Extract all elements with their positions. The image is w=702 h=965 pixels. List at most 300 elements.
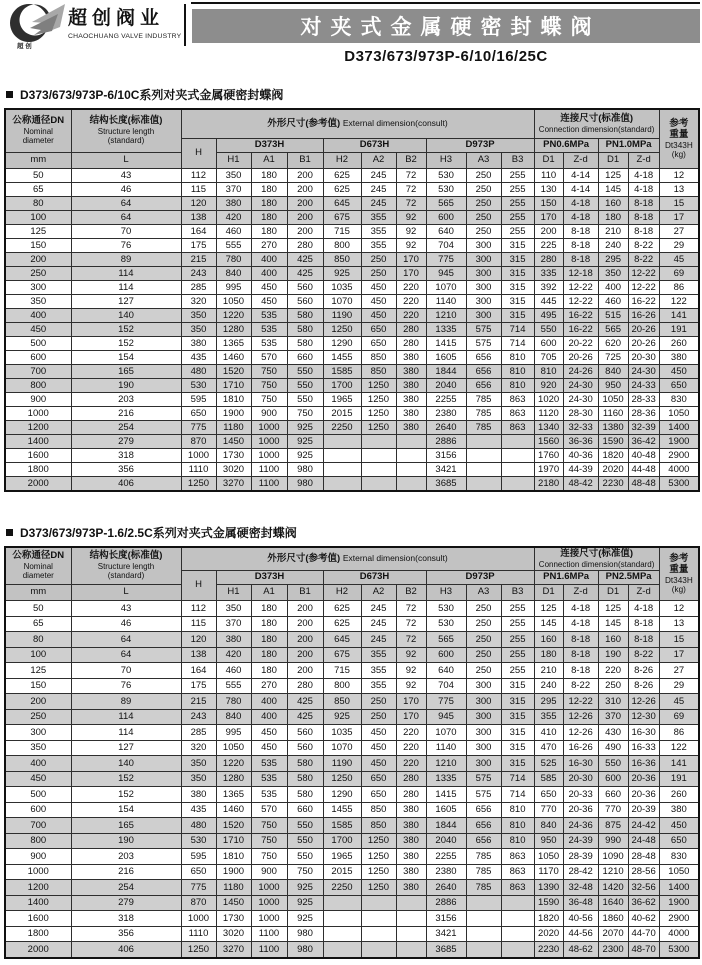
cell: 250 <box>5 267 71 281</box>
cell: 152 <box>71 771 181 787</box>
cell: 165 <box>71 365 181 379</box>
cell: 775 <box>181 421 216 435</box>
cell: 770 <box>598 802 628 818</box>
cell: 12-22 <box>628 267 659 281</box>
cell: 400 <box>598 281 628 295</box>
cell: 350 <box>598 267 628 281</box>
cell: 450 <box>5 771 71 787</box>
cell: 100 <box>5 211 71 225</box>
cell: 1050 <box>659 407 699 421</box>
cell: 1730 <box>216 911 251 927</box>
cell: 350 <box>181 756 216 772</box>
cell: 1000 <box>251 911 287 927</box>
cell: 535 <box>251 756 287 772</box>
cell: 700 <box>5 365 71 379</box>
cell <box>361 449 396 463</box>
cell: 89 <box>71 694 181 710</box>
cell: 1800 <box>5 463 71 477</box>
cell: 830 <box>659 393 699 407</box>
cell: 380 <box>396 351 426 365</box>
cell: 1900 <box>216 864 251 880</box>
cell: 20-33 <box>563 787 598 803</box>
cell: 315 <box>501 309 534 323</box>
cell: 48-42 <box>563 477 598 492</box>
cell: 620 <box>598 337 628 351</box>
cell: 300 <box>466 253 501 267</box>
sub-col: B2 <box>396 153 426 169</box>
cell: 550 <box>287 365 323 379</box>
cell: 650 <box>361 323 396 337</box>
cell: 560 <box>287 740 323 756</box>
cell: 380 <box>396 379 426 393</box>
cell: 2886 <box>426 435 466 449</box>
cell: 1450 <box>216 895 251 911</box>
cell: 1280 <box>216 771 251 787</box>
cell: 170 <box>396 709 426 725</box>
cell: 69 <box>659 709 699 725</box>
cell: 1585 <box>323 818 361 834</box>
group-header-d973p: D973P <box>426 139 534 153</box>
cell: 1455 <box>323 802 361 818</box>
table-row <box>5 407 699 421</box>
cell: 45 <box>659 694 699 710</box>
cell: 200 <box>287 663 323 679</box>
cell: 1250 <box>181 477 216 492</box>
cell: 318 <box>71 911 181 927</box>
cell: 170 <box>396 267 426 281</box>
cell: 1035 <box>323 281 361 295</box>
cell: 1000 <box>5 864 71 880</box>
cell: 16-33 <box>628 740 659 756</box>
cell: 810 <box>534 365 563 379</box>
cell: 460 <box>216 225 251 239</box>
cell: 50 <box>5 601 71 617</box>
cell: 250 <box>598 678 628 694</box>
cell: 69 <box>659 267 699 281</box>
cell: 700 <box>5 818 71 834</box>
cell <box>323 477 361 492</box>
cell <box>361 926 396 942</box>
table-row <box>5 295 699 309</box>
cell: 3685 <box>426 477 466 492</box>
group-header-pn-b: PN1.0MPa <box>598 139 659 153</box>
cell: 114 <box>71 267 181 281</box>
bullet-square-icon <box>6 91 13 98</box>
cell: 863 <box>501 421 534 435</box>
cell: 27 <box>659 663 699 679</box>
cell: 145 <box>598 183 628 197</box>
cell <box>323 926 361 942</box>
cell: 750 <box>251 833 287 849</box>
cell: 1450 <box>216 435 251 449</box>
cell: 656 <box>466 802 501 818</box>
cell: 900 <box>251 864 287 880</box>
cell: 200 <box>5 694 71 710</box>
cell <box>501 895 534 911</box>
cell: 64 <box>71 647 181 663</box>
cell: 450 <box>5 323 71 337</box>
cell: 406 <box>71 477 181 492</box>
cell: 32-48 <box>563 880 598 896</box>
cell: 350 <box>181 309 216 323</box>
cell: 550 <box>534 323 563 337</box>
cell: 640 <box>426 225 466 239</box>
cell: 8-18 <box>563 225 598 239</box>
cell: 355 <box>361 647 396 663</box>
cell: 8-18 <box>563 239 598 253</box>
cell: 785 <box>466 880 501 896</box>
cell: 64 <box>71 632 181 648</box>
cell: 8-18 <box>563 632 598 648</box>
cell: 46 <box>71 616 181 632</box>
cell: 495 <box>534 309 563 323</box>
cell: 750 <box>251 365 287 379</box>
cell: 112 <box>181 601 216 617</box>
cell: 24-33 <box>628 379 659 393</box>
cell: 210 <box>534 663 563 679</box>
cell <box>501 435 534 449</box>
sub-col: Z-d <box>563 585 598 601</box>
cell: 714 <box>501 787 534 803</box>
cell: 152 <box>71 323 181 337</box>
cell: 8-18 <box>628 197 659 211</box>
cell: 200 <box>287 632 323 648</box>
table-row <box>5 463 699 477</box>
cell: 2250 <box>323 421 361 435</box>
cell: 250 <box>466 169 501 183</box>
cell: 1415 <box>426 337 466 351</box>
cell: 4-18 <box>628 183 659 197</box>
cell: 315 <box>501 267 534 281</box>
cell <box>361 435 396 449</box>
cell: 40-56 <box>563 911 598 927</box>
cell: 705 <box>534 351 563 365</box>
table-row <box>5 365 699 379</box>
cell: 1965 <box>323 393 361 407</box>
cell: 425 <box>287 253 323 267</box>
cell: 64 <box>71 211 181 225</box>
cell: 725 <box>598 351 628 365</box>
cell: 1520 <box>216 818 251 834</box>
cell: 80 <box>5 197 71 211</box>
cell: 1390 <box>534 880 563 896</box>
cell: 50 <box>5 169 71 183</box>
cell: 1710 <box>216 833 251 849</box>
cell: 175 <box>181 678 216 694</box>
cell: 315 <box>501 295 534 309</box>
cell: 40-62 <box>628 911 659 927</box>
cell: 255 <box>501 616 534 632</box>
cell: 315 <box>501 694 534 710</box>
cell: 80 <box>5 632 71 648</box>
cell: 122 <box>659 295 699 309</box>
cell: 255 <box>501 647 534 663</box>
cell: 20-39 <box>628 802 659 818</box>
cell: 565 <box>426 632 466 648</box>
cell <box>466 463 501 477</box>
cell: 285 <box>181 281 216 295</box>
cell: 400 <box>251 709 287 725</box>
table-row <box>5 351 699 365</box>
unit-header-mm: mm <box>5 153 71 169</box>
cell: 175 <box>181 239 216 253</box>
cell: 280 <box>534 253 563 267</box>
cell: 250 <box>466 663 501 679</box>
cell: 1250 <box>361 393 396 407</box>
cell: 3156 <box>426 449 466 463</box>
cell: 875 <box>598 818 628 834</box>
cell: 28-48 <box>628 849 659 865</box>
cell: 525 <box>534 756 563 772</box>
cell: 450 <box>251 725 287 741</box>
cell: 2380 <box>426 407 466 421</box>
cell: 300 <box>466 267 501 281</box>
cell: 580 <box>287 337 323 351</box>
table-row <box>5 709 699 725</box>
cell: 48-70 <box>628 942 659 958</box>
cell: 250 <box>466 601 501 617</box>
cell: 315 <box>501 756 534 772</box>
cell: 1250 <box>361 379 396 393</box>
cell: 300 <box>5 725 71 741</box>
sub-col: H1 <box>216 153 251 169</box>
table-row <box>5 323 699 337</box>
cell: 295 <box>598 253 628 267</box>
cell: 15 <box>659 197 699 211</box>
cell: 2015 <box>323 407 361 421</box>
cell: 318 <box>71 449 181 463</box>
cell: 450 <box>251 740 287 756</box>
cell: 8-18 <box>563 663 598 679</box>
cell: 380 <box>396 407 426 421</box>
cell: 1460 <box>216 351 251 365</box>
cell: 138 <box>181 211 216 225</box>
cell: 48-48 <box>628 477 659 492</box>
cell: 995 <box>216 725 251 741</box>
cell: 650 <box>361 787 396 803</box>
cell: 216 <box>71 864 181 880</box>
cell: 191 <box>659 771 699 787</box>
cell: 750 <box>251 849 287 865</box>
group-header-pn-b: PN2.5MPa <box>598 571 659 585</box>
cell: 420 <box>216 647 251 663</box>
cell: 215 <box>181 694 216 710</box>
cell: 645 <box>323 197 361 211</box>
cell: 575 <box>466 337 501 351</box>
sub-col: B2 <box>396 585 426 601</box>
cell: 420 <box>216 211 251 225</box>
cell: 625 <box>323 183 361 197</box>
cell: 315 <box>501 740 534 756</box>
cell: 450 <box>251 295 287 309</box>
chaochuang-logo-icon <box>8 2 66 50</box>
cell: 2886 <box>426 895 466 911</box>
cell: 1605 <box>426 351 466 365</box>
cell: 925 <box>287 435 323 449</box>
sub-col: Z-d <box>628 585 659 601</box>
cell: 20-26 <box>628 337 659 351</box>
cell: 170 <box>534 211 563 225</box>
cell: 800 <box>5 379 71 393</box>
cell: 28-56 <box>628 864 659 880</box>
sub-col: D1 <box>534 585 563 601</box>
sub-col: A1 <box>251 153 287 169</box>
cell: 300 <box>466 295 501 309</box>
cell: 254 <box>71 880 181 896</box>
sub-col: B1 <box>287 153 323 169</box>
cell: 44-56 <box>563 926 598 942</box>
cell: 245 <box>361 616 396 632</box>
cell: 450 <box>659 818 699 834</box>
cell: 29 <box>659 239 699 253</box>
table-row <box>5 449 699 463</box>
cell: 1100 <box>251 477 287 492</box>
sub-col: A2 <box>361 585 396 601</box>
cell: 1050 <box>659 864 699 880</box>
cell: 154 <box>71 351 181 365</box>
cell: 255 <box>501 632 534 648</box>
cell: 120 <box>181 197 216 211</box>
cell: 570 <box>251 802 287 818</box>
cell: 250 <box>466 647 501 663</box>
cell: 370 <box>216 616 251 632</box>
cell: 280 <box>396 771 426 787</box>
cell: 220 <box>396 295 426 309</box>
cell: 245 <box>361 169 396 183</box>
cell: 250 <box>466 183 501 197</box>
cell: 44-39 <box>563 463 598 477</box>
cell: 300 <box>466 709 501 725</box>
col-header-connection: 连接尺寸(标准值) Connection dimension(standard) <box>534 547 659 571</box>
cell <box>361 477 396 492</box>
cell: 64 <box>71 197 181 211</box>
cell: 335 <box>534 267 563 281</box>
cell: 160 <box>598 197 628 211</box>
cell: 2250 <box>323 880 361 896</box>
cell: 400 <box>5 756 71 772</box>
cell: 92 <box>396 647 426 663</box>
cell: 460 <box>216 663 251 679</box>
table-row <box>5 309 699 323</box>
cell: 1800 <box>5 926 71 942</box>
cell: 785 <box>466 849 501 865</box>
cell: 704 <box>426 678 466 694</box>
section-title <box>6 524 698 541</box>
cell: 125 <box>5 225 71 239</box>
cell: 2015 <box>323 864 361 880</box>
cell: 1400 <box>5 435 71 449</box>
cell: 1710 <box>216 379 251 393</box>
cell: 20-36 <box>628 771 659 787</box>
cell: 1290 <box>323 787 361 803</box>
cell: 575 <box>466 787 501 803</box>
cell: 1180 <box>216 880 251 896</box>
cell: 530 <box>181 833 216 849</box>
cell: 43 <box>71 169 181 183</box>
cell: 203 <box>71 393 181 407</box>
cell: 785 <box>466 421 501 435</box>
title-banner <box>192 9 700 43</box>
cell <box>396 942 426 958</box>
cell <box>323 895 361 911</box>
cell: 400 <box>251 253 287 267</box>
cell: 20-30 <box>563 771 598 787</box>
cell: 280 <box>287 239 323 253</box>
cell: 1190 <box>323 309 361 323</box>
cell: 300 <box>466 694 501 710</box>
sub-col: H2 <box>323 153 361 169</box>
cell: 100 <box>5 647 71 663</box>
cell: 750 <box>251 818 287 834</box>
cell: 656 <box>466 818 501 834</box>
cell: 32-56 <box>628 880 659 896</box>
table-row <box>5 601 699 617</box>
cell: 925 <box>287 880 323 896</box>
cell: 750 <box>287 864 323 880</box>
cell: 1250 <box>361 833 396 849</box>
cell <box>501 926 534 942</box>
table-row <box>5 647 699 663</box>
cell: 4-18 <box>628 169 659 183</box>
cell: 1100 <box>251 463 287 477</box>
cell: 16-36 <box>628 756 659 772</box>
cell: 355 <box>361 211 396 225</box>
cell: 380 <box>396 818 426 834</box>
cell: 830 <box>659 849 699 865</box>
cell: 280 <box>287 678 323 694</box>
cell: 245 <box>361 601 396 617</box>
cell: 550 <box>287 393 323 407</box>
cell: 130 <box>534 183 563 197</box>
cell: 1200 <box>5 880 71 896</box>
cell: 13 <box>659 616 699 632</box>
cell: 580 <box>287 756 323 772</box>
cell: 255 <box>501 169 534 183</box>
cell <box>396 449 426 463</box>
cell: 114 <box>71 281 181 295</box>
cell: 200 <box>287 225 323 239</box>
cell: 925 <box>323 709 361 725</box>
cell: 380 <box>396 880 426 896</box>
cell: 285 <box>181 725 216 741</box>
cell: 350 <box>181 771 216 787</box>
cell: 320 <box>181 295 216 309</box>
cell: 92 <box>396 678 426 694</box>
cell: 1090 <box>598 849 628 865</box>
cell: 810 <box>501 818 534 834</box>
table-row <box>5 849 699 865</box>
cell: 240 <box>598 239 628 253</box>
cell: 580 <box>287 323 323 337</box>
cell <box>466 942 501 958</box>
cell: 550 <box>287 379 323 393</box>
cell: 250 <box>361 267 396 281</box>
cell: 380 <box>659 351 699 365</box>
cell: 800 <box>323 239 361 253</box>
cell: 1250 <box>361 849 396 865</box>
table-row <box>5 169 699 183</box>
cell: 5300 <box>659 477 699 492</box>
cell: 450 <box>361 295 396 309</box>
cell: 200 <box>287 616 323 632</box>
cell: 750 <box>287 407 323 421</box>
cell: 200 <box>534 225 563 239</box>
cell: 350 <box>5 295 71 309</box>
cell: 925 <box>287 421 323 435</box>
cell: 780 <box>216 694 251 710</box>
cell: 900 <box>5 849 71 865</box>
cell: 70 <box>71 225 181 239</box>
